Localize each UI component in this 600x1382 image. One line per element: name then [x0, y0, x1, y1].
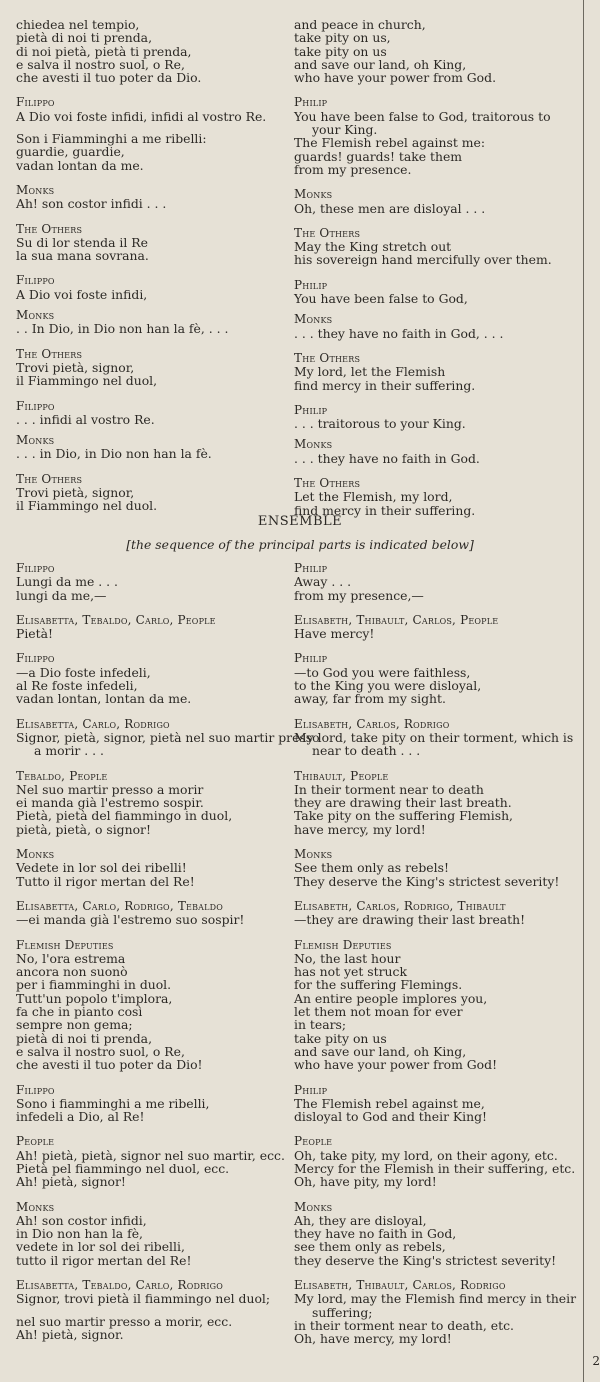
italian-column-top — [16, 8, 281, 513]
speaker-name: Monks — [294, 847, 333, 862]
speaker-name: Monks — [16, 847, 55, 862]
verse-line: Oh, take pity, my lord, on their agony, etc. — [294, 1147, 558, 1163]
verse-line: The Flemish rebel against me: — [294, 135, 486, 151]
verse-line: Away . . . — [294, 574, 352, 590]
speaker-name: Elisabetta, Tebaldo, Carlo, Rodrigo — [16, 1278, 224, 1293]
speech-block — [294, 279, 584, 306]
verse-line: il Fiammingo nel duol, — [16, 373, 158, 389]
speech-block — [294, 1135, 584, 1188]
verse-line: Let the Flemish, my lord, — [294, 489, 453, 505]
verse-line: A Dio voi foste infidi, infidi al vostro Re. — [16, 108, 267, 124]
verse-line: Trovi pietà, signor, — [16, 359, 135, 375]
verse-line: let them not moan for ever — [294, 1004, 463, 1020]
verse-line: they have no faith in God, — [294, 1226, 457, 1242]
speech-block — [294, 96, 584, 176]
verse-line: Sono i fiamminghi a me ribelli, — [16, 1095, 210, 1111]
speech-block — [294, 848, 584, 888]
speaker-name: Flemish Deputies — [294, 937, 392, 952]
speech-block — [16, 1134, 285, 1190]
verse-line: You have been false to God, — [294, 291, 468, 307]
verse-line: Pietà! — [16, 626, 53, 642]
speaker-name: Tebaldo, People — [16, 768, 108, 783]
verse-line: di noi pietà, pietà ti prenda, — [16, 43, 192, 59]
verse-line: See them only as rebels! — [294, 860, 449, 876]
speaker-name: Elisabeth, Carlos, Rodrigo, Thibault — [294, 898, 506, 913]
verse-line: ancora non suonò — [16, 964, 128, 980]
verse-line: take pity on us, — [294, 30, 391, 46]
verse-line: pietà, pietà, o signor! — [16, 821, 151, 837]
verse-line: In their torment near to death — [294, 781, 484, 797]
verse-line: —a Dio foste infedeli, — [16, 664, 151, 680]
verse-line: . . . they have no faith in God, . . . — [294, 325, 504, 341]
verse-line: —to God you were faithless, — [294, 664, 471, 680]
speech-block — [16, 473, 281, 513]
verse-line: No, the last hour — [294, 950, 401, 966]
speaker-name: Monks — [294, 187, 333, 202]
speech-block — [16, 434, 281, 461]
verse-line: —ei manda già l'estremo suo sospir! — [16, 912, 245, 928]
speaker-name: Filippo — [16, 651, 55, 666]
verse-line: per i fiamminghi in duol. — [16, 977, 172, 993]
english-column-bottom — [294, 552, 584, 1346]
verse-line: has not yet struck — [294, 964, 407, 980]
verse-line: lungi da me,— — [16, 587, 107, 603]
verse-line: Signor, trovi pietà il fiammingo nel duol; — [16, 1291, 271, 1307]
speech-block — [16, 348, 281, 388]
verse-line: . . . traitorous to your King. — [294, 416, 466, 432]
speech-block — [294, 188, 584, 215]
speech-block — [294, 770, 584, 836]
verse-line: Take pity on the suffering Flemish, — [294, 808, 513, 824]
verse-line: Pietà pel fiammingo nel duol, ecc. — [16, 1160, 230, 1176]
verse-line: tutto il rigor mertan del Re! — [16, 1252, 192, 1268]
verse-line: Ah! pietà, signor! — [16, 1174, 126, 1190]
speech-block — [16, 309, 281, 336]
verse-line: pietà di noi ti prenda, — [16, 30, 153, 46]
speaker-name: Monks — [294, 312, 333, 327]
speaker-name: Monks — [16, 308, 55, 323]
speaker-name: Elisabetta, Carlo, Rodrigo, Tebaldo — [16, 898, 224, 913]
verse-line: Nel suo martir presso a morir — [16, 781, 204, 797]
speech-block — [16, 223, 281, 263]
verse-line: take pity on us — [294, 1030, 387, 1046]
speaker-name: Elisabeth, Thibault, Carlos, Rodrigo — [294, 1278, 506, 1293]
speaker-name: Monks — [16, 433, 55, 448]
verse-line: ei manda già l'estremo sospir. — [16, 795, 204, 811]
speaker-name: The Others — [294, 225, 361, 240]
speech-block — [16, 274, 281, 301]
verse-line: pietà di noi ti prenda, — [16, 1030, 153, 1046]
speaker-name: Elisabetta, Tebaldo, Carlo, People — [16, 612, 216, 627]
verse-line: Ah, they are disloyal, — [294, 1212, 427, 1228]
verse-line: e salva il nostro suol, o Re, — [16, 1043, 185, 1059]
speech-block — [294, 900, 584, 927]
verse-line: disloyal to God and their King! — [294, 1109, 488, 1125]
verse-line: Have mercy! — [294, 626, 375, 642]
speaker-name: Philip — [294, 277, 328, 292]
verse-line: My lord, take pity on their torment, which is — [294, 729, 574, 745]
speaker-name: Philip — [294, 561, 328, 575]
speaker-name: Filippo — [16, 398, 55, 413]
speech-block — [16, 614, 281, 641]
verse-line: they deserve the King's strictest severity! — [294, 1252, 557, 1268]
verse-line: who have your power from God! — [294, 1057, 498, 1073]
speaker-name: Elisabeth, Carlos, Rodrigo — [294, 716, 450, 731]
verse-line: la sua mana sovrana. — [16, 248, 149, 264]
verse-line: Oh, have pity, my lord! — [294, 1174, 437, 1190]
verse-line: An entire people implores you, — [294, 990, 488, 1006]
speech-block — [16, 400, 281, 427]
speaker-name: The Others — [16, 221, 83, 236]
verse-line: nel suo martir presso a morir, ecc. — [16, 1313, 233, 1329]
verse-line: chiedea nel tempio, — [16, 17, 140, 32]
speech-block — [294, 718, 584, 758]
verse-line: vadan lontan, lontan da me. — [16, 691, 192, 707]
verse-line: they are drawing their last breath. — [294, 795, 512, 811]
verse-line: e salva il nostro suol, o Re, — [16, 56, 185, 72]
verse-line: . . . in Dio, in Dio non han la fè. — [16, 446, 212, 462]
verse-line: infedeli a Dio, al Re! — [16, 1109, 145, 1125]
speaker-name: Philip — [294, 651, 328, 666]
verse-line: to the King you were disloyal, — [294, 678, 482, 694]
speaker-name: The Others — [16, 471, 83, 486]
speech-block — [16, 770, 281, 836]
verse-line: find mercy in their suffering. — [294, 377, 476, 393]
verse-line: il Fiammingo nel duol. — [16, 498, 158, 514]
verse-line: Ah! pietà, pietà, signor nel suo martir, ecc. — [16, 1147, 285, 1163]
speaker-name: Filippo — [16, 273, 55, 288]
speaker-name: The Others — [294, 350, 361, 365]
speaker-name: Elisabeth, Thibault, Carlos, People — [294, 612, 499, 627]
speech-block — [294, 1201, 584, 1267]
verse-line: Tutt'un popolo t'implora, — [16, 990, 173, 1006]
verse-line: who have your power from God. — [294, 70, 497, 86]
verse-line: from my presence,— — [294, 587, 424, 603]
english-column-top — [294, 8, 584, 517]
speech-block — [294, 614, 584, 641]
verse-line: Oh, have mercy, my lord! — [294, 1331, 452, 1347]
speech-block — [16, 18, 281, 84]
verse-line: near to death . . . — [312, 743, 421, 759]
speech-block — [294, 313, 584, 340]
verse-line: his sovereign hand mercifully over them. — [294, 252, 552, 268]
speech-block — [16, 716, 320, 759]
speech-block — [294, 562, 584, 602]
speaker-name: Monks — [294, 437, 333, 452]
verse-line: Oh, these men are disloyal . . . — [294, 200, 486, 216]
speaker-name: Filippo — [16, 95, 55, 110]
verse-line: My lord, let the Flemish — [294, 364, 446, 380]
speaker-name: Monks — [16, 1199, 55, 1214]
verse-line: a morir . . . — [34, 743, 104, 759]
verse-line: take pity on us — [294, 43, 387, 59]
speaker-name: Monks — [16, 182, 55, 197]
speech-block — [16, 652, 281, 705]
speech-block — [16, 900, 281, 927]
speech-block — [16, 1279, 281, 1341]
speech-block — [294, 404, 584, 431]
speech-block — [294, 652, 584, 705]
speech-block — [294, 1279, 584, 1345]
speech-block — [294, 1084, 584, 1124]
verse-line: The Flemish rebel against me, — [294, 1095, 485, 1111]
speech-block — [16, 1084, 281, 1124]
speaker-name: The Others — [294, 476, 361, 491]
speaker-name: People — [16, 1134, 55, 1149]
speech-block — [16, 96, 281, 171]
verse-line: Su di lor stenda il Re — [16, 234, 148, 250]
speech-block — [16, 848, 281, 888]
verse-line: Mercy for the Flemish in their suffering, etc. — [294, 1160, 576, 1176]
verse-line: and save our land, oh King, — [294, 56, 467, 72]
verse-line: in Dio non han la fè, — [16, 1226, 143, 1242]
verse-line: May the King stretch out — [294, 239, 452, 255]
speech-block — [294, 352, 584, 392]
verse-line: vedete in lor sol dei ribelli, — [16, 1239, 185, 1255]
verse-line: guards! guards! take them — [294, 148, 463, 164]
verse-line: . . . infidi al vostro Re. — [16, 411, 155, 427]
verse-line: Signor, pietà, signor, pietà nel suo martir presso — [16, 729, 320, 745]
verse-line: find mercy in their suffering. — [294, 502, 476, 518]
verse-line: guardie, guardie, — [16, 144, 125, 160]
verse-line: vadan lontan da me. — [16, 157, 144, 173]
verse-line: Pietà, pietà del fiammingo in duol, — [16, 808, 233, 824]
speaker-name: Philip — [294, 1082, 328, 1097]
verse-line: Ah! son costor infidi, — [16, 1212, 147, 1228]
verse-line: You have been false to God, traitorous to — [294, 108, 551, 124]
verse-line: No, l'ora estrema — [16, 950, 126, 966]
verse-line: . . . they have no faith in God. — [294, 450, 480, 466]
speech-block — [294, 438, 584, 465]
speaker-name: The Others — [16, 346, 83, 361]
verse-line: sempre non gema; — [16, 1017, 133, 1033]
verse-line: fa che in pianto così — [16, 1004, 143, 1020]
verse-line: Lungi da me . . . — [16, 574, 118, 590]
speech-block — [16, 939, 281, 1072]
speech-block — [16, 184, 281, 211]
verse-line: che avesti il tuo poter da Dio. — [16, 70, 202, 86]
page-number: 2 — [592, 1354, 600, 1368]
verse-line: away, far from my sight. — [294, 691, 446, 707]
verse-line: and peace in church, — [294, 17, 426, 32]
verse-line: A Dio voi foste infidi, — [16, 286, 148, 302]
speaker-name: Philip — [294, 95, 328, 110]
verse-line: My lord, may the Flemish find mercy in their — [294, 1291, 577, 1307]
speech-block — [294, 477, 584, 517]
verse-line: . . In Dio, in Dio non han la fè, . . . — [16, 321, 229, 337]
verse-line: in their torment near to death, etc. — [294, 1317, 514, 1333]
speaker-name: Philip — [294, 402, 328, 417]
verse-line: Ah! pietà, signor. — [16, 1326, 124, 1342]
speech-block — [294, 227, 584, 267]
verse-line: They deserve the King's strictest severity! — [294, 873, 560, 889]
speaker-name: Thibault, People — [294, 768, 389, 783]
verse-line: —they are drawing their last breath! — [294, 912, 526, 928]
verse-line: in tears; — [294, 1017, 347, 1033]
speaker-name: Elisabetta, Carlo, Rodrigo — [16, 716, 170, 731]
verse-line: and save our land, oh King, — [294, 1043, 467, 1059]
verse-line: Ah! son costor infidi . . . — [16, 196, 167, 212]
speaker-name: People — [294, 1134, 333, 1149]
verse-line: Tutto il rigor mertan del Re! — [16, 873, 195, 889]
verse-line: for the suffering Flemings. — [294, 977, 463, 993]
speech-block — [294, 18, 584, 84]
verse-line: suffering; — [312, 1304, 373, 1320]
verse-line: Son i Fiamminghi a me ribelli: — [16, 131, 207, 147]
ensemble-note: [the sequence of the principal parts is indicated below] — [126, 537, 474, 552]
verse-line: your King. — [312, 122, 378, 138]
speech-block — [16, 1201, 281, 1267]
speech-block — [294, 939, 584, 1072]
verse-line: che avesti il tuo poter da Dio! — [16, 1057, 203, 1073]
ensemble-heading: ENSEMBLE — [257, 514, 343, 529]
verse-line: al Re foste infedeli, — [16, 678, 138, 694]
speaker-name: Filippo — [16, 1082, 55, 1097]
verse-line: Vedete in lor sol dei ribelli! — [16, 860, 187, 876]
verse-line: Trovi pietà, signor, — [16, 485, 135, 501]
speaker-name: Filippo — [16, 561, 55, 575]
verse-line: see them only as rebels, — [294, 1239, 446, 1255]
speaker-name: Monks — [294, 1199, 333, 1214]
speech-block — [16, 562, 281, 602]
verse-line: from my presence. — [294, 161, 412, 177]
speaker-name: Flemish Deputies — [16, 937, 114, 952]
verse-line: have mercy, my lord! — [294, 821, 426, 837]
